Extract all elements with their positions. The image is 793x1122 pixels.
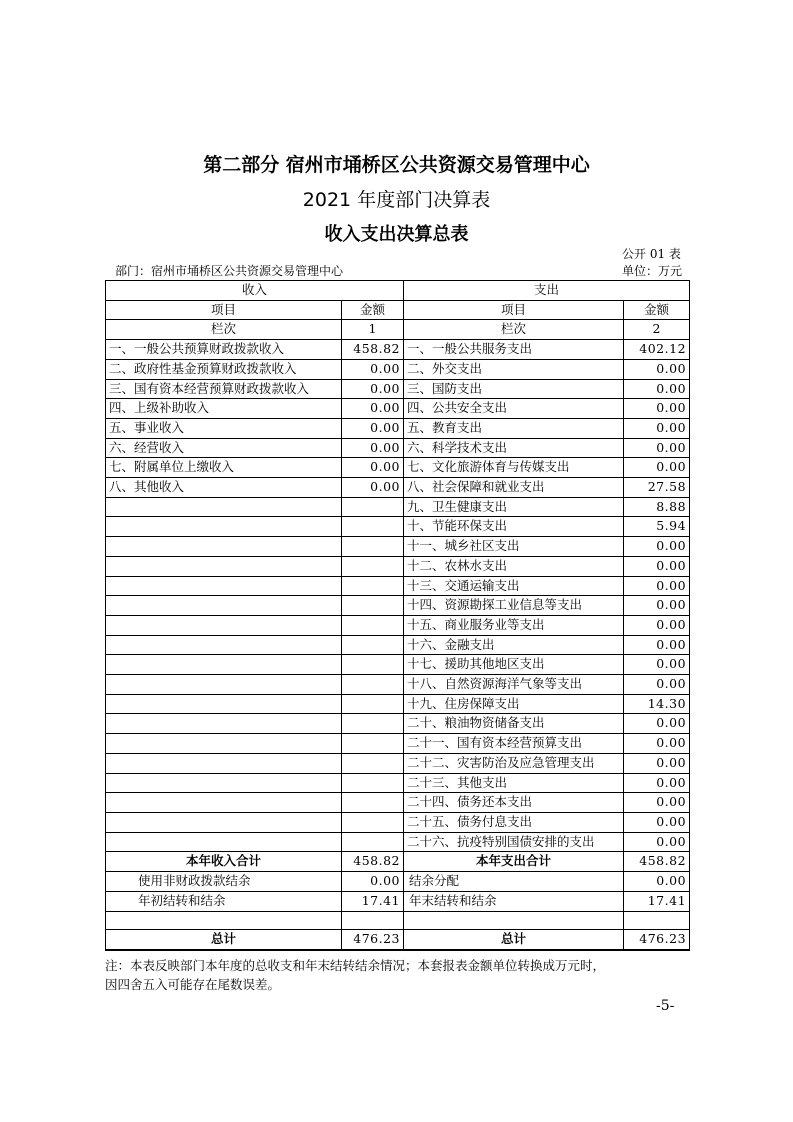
expense-amount: 0.00 [624,675,690,695]
expense-amount: 0.00 [624,793,690,813]
column-index-1: 1 [342,320,404,340]
empty-cell [404,911,624,930]
expense-amount: 0.00 [624,596,690,616]
table-title: 收入支出决算总表 [324,224,469,245]
income-item [106,675,342,695]
income-amount [342,714,404,734]
income-amount: 0.00 [342,399,404,419]
income-item [106,832,342,852]
expense-amount: 0.00 [624,359,690,379]
income-item [106,517,342,537]
footnote [105,956,695,994]
expense-header: 支出 [404,281,690,301]
expense-item: 二十一、国有资本经营预算支出 [404,734,624,754]
income-item [106,497,342,517]
table-row [106,458,690,478]
footnote-line: 因四舍五入可能存在尾数误差。 [105,977,281,992]
expense-item: 十四、资源勘探工业信息等支出 [404,596,624,616]
income-amount: 0.00 [342,379,404,399]
income-item: 年初结转和结余 [106,891,342,911]
table-row [106,832,690,852]
income-header: 收入 [106,281,404,301]
expense-item: 十、节能环保支出 [404,517,624,537]
subtotal-row [106,852,690,872]
income-item [106,615,342,635]
table-row [106,478,690,498]
income-item: 使用非财政拨款结余 [106,872,342,892]
income-amount [342,734,404,754]
income-item [106,694,342,714]
page-number: -5- [656,998,675,1014]
table-row [106,773,690,793]
expense-item: 三、国防支出 [404,379,624,399]
expense-item: 十三、交通运输支出 [404,576,624,596]
income-item [106,773,342,793]
income-item [106,596,342,616]
expense-item: 结余分配 [404,872,624,892]
expense-item: 六、科学技术支出 [404,438,624,458]
income-expense-table [105,280,690,951]
expense-item: 二、外交支出 [404,359,624,379]
expense-item: 年末结转和结余 [404,891,624,911]
income-amount-header: 金额 [342,300,404,320]
table-row [106,399,690,419]
expense-amount: 0.00 [624,537,690,557]
expense-item: 二十二、灾害防治及应急管理支出 [404,753,624,773]
income-amount [342,655,404,675]
table-row [106,675,690,695]
expense-amount: 0.00 [624,399,690,419]
table-row [106,793,690,813]
income-amount: 0.00 [342,359,404,379]
income-amount [342,517,404,537]
expense-amount: 0.00 [624,714,690,734]
income-amount: 17.41 [342,891,404,911]
expense-amount: 8.88 [624,497,690,517]
table-row [106,596,690,616]
expense-item: 四、公共安全支出 [404,399,624,419]
department-label: 部门：宿州市埇桥区公共资源交易管理中心 [115,264,344,278]
income-item: 五、事业收入 [106,418,342,438]
expense-amount: 0.00 [624,773,690,793]
expense-amount: 0.00 [624,418,690,438]
expense-amount: 0.00 [624,556,690,576]
table-row [106,714,690,734]
expense-amount: 476.23 [624,930,690,950]
income-amount [342,537,404,557]
income-amount: 458.82 [342,340,404,360]
expense-amount-header: 金额 [624,300,690,320]
income-item [106,635,342,655]
income-amount [342,615,404,635]
expense-item: 十九、住房保障支出 [404,694,624,714]
expense-amount: 0.00 [624,753,690,773]
income-amount [342,793,404,813]
expense-amount: 0.00 [624,576,690,596]
expense-item: 二十五、债务付息支出 [404,812,624,832]
form-number: 公开 01 表 [622,247,681,261]
income-amount [342,596,404,616]
expense-item: 二十、粮油物资储备支出 [404,714,624,734]
expense-item: 二十四、债务还本支出 [404,793,624,813]
expense-item: 七、文化旅游体育与传媒支出 [404,458,624,478]
income-item [106,655,342,675]
income-item: 本年收入合计 [106,852,342,872]
income-item: 二、政府性基金预算财政拨款收入 [106,359,342,379]
table-row [106,359,690,379]
income-amount [342,694,404,714]
section-header-row [106,281,690,301]
table-row [106,812,690,832]
table-row [106,556,690,576]
income-amount [342,556,404,576]
income-item [106,753,342,773]
expense-amount: 402.12 [624,340,690,360]
column-index-label: 栏次 [404,320,624,340]
income-item: 三、国有资本经营预算财政拨款收入 [106,379,342,399]
expense-item: 十八、自然资源海洋气象等支出 [404,675,624,695]
expense-amount: 0.00 [624,734,690,754]
expense-amount: 0.00 [624,635,690,655]
income-amount: 0.00 [342,478,404,498]
expense-item-header: 项目 [404,300,624,320]
expense-amount: 0.00 [624,438,690,458]
income-amount [342,576,404,596]
table-row [106,438,690,458]
table-row [106,694,690,714]
income-amount [342,812,404,832]
unit-label: 单位：万元 [622,264,683,278]
table-row [106,734,690,754]
expense-item: 八、社会保障和就业支出 [404,478,624,498]
table-row [106,537,690,557]
expense-amount: 0.00 [624,379,690,399]
expense-amount: 0.00 [624,812,690,832]
expense-item: 总计 [404,930,624,950]
expense-amount: 0.00 [624,655,690,675]
expense-amount: 17.41 [624,891,690,911]
expense-item: 十二、农林水支出 [404,556,624,576]
table-row [106,911,690,930]
income-amount: 0.00 [342,872,404,892]
expense-item: 九、卫生健康支出 [404,497,624,517]
column-header-row [106,300,690,320]
table-row [106,615,690,635]
table-row [106,517,690,537]
expense-item: 二十六、抗疫特别国债安排的支出 [404,832,624,852]
income-item: 总计 [106,930,342,950]
expense-amount: 0.00 [624,458,690,478]
expense-amount: 27.58 [624,478,690,498]
empty-cell [342,911,404,930]
expense-amount: 5.94 [624,517,690,537]
income-item: 六、经营收入 [106,438,342,458]
column-index-2: 2 [624,320,690,340]
income-item: 一、一般公共预算财政拨款收入 [106,340,342,360]
expense-amount: 14.30 [624,694,690,714]
table-row [106,340,690,360]
balance-row [106,872,690,892]
income-item [106,556,342,576]
income-amount [342,635,404,655]
expense-amount: 0.00 [624,615,690,635]
income-item [106,537,342,557]
income-item [106,576,342,596]
income-item: 八、其他收入 [106,478,342,498]
table-row [106,576,690,596]
table-row [106,753,690,773]
income-amount [342,753,404,773]
table-row [106,379,690,399]
income-item [106,734,342,754]
income-item: 四、上级补助收入 [106,399,342,419]
expense-amount: 0.00 [624,832,690,852]
table-row [106,655,690,675]
income-amount: 0.00 [342,418,404,438]
income-item: 七、附属单位上缴收入 [106,458,342,478]
expense-item: 五、教育支出 [404,418,624,438]
income-amount [342,675,404,695]
empty-cell [624,911,690,930]
expense-item: 十一、城乡社区支出 [404,537,624,557]
expense-item: 二十三、其他支出 [404,773,624,793]
income-amount [342,773,404,793]
income-item [106,812,342,832]
document-title: 第二部分 宿州市埇桥区公共资源交易管理中心 [203,154,590,176]
expense-item: 十六、金融支出 [404,635,624,655]
table-row [106,635,690,655]
income-amount: 458.82 [342,852,404,872]
total-row [106,930,690,950]
expense-item: 本年支出合计 [404,852,624,872]
column-index-label: 栏次 [106,320,342,340]
income-amount: 0.00 [342,438,404,458]
table-row [106,418,690,438]
expense-item: 十七、援助其他地区支出 [404,655,624,675]
income-amount: 0.00 [342,458,404,478]
footnote-line: 注：本表反映部门本年度的总收支和年末结转结余情况；本套报表金额单位转换成万元时， [105,958,606,973]
expense-amount: 0.00 [624,872,690,892]
income-item [106,793,342,813]
empty-cell [106,911,342,930]
income-amount: 476.23 [342,930,404,950]
income-amount [342,497,404,517]
expense-amount: 458.82 [624,852,690,872]
income-item-header: 项目 [106,300,342,320]
income-amount [342,832,404,852]
column-index-row [106,320,690,340]
income-item [106,714,342,734]
expense-item: 一、一般公共服务支出 [404,340,624,360]
table-row [106,497,690,517]
expense-item: 十五、商业服务业等支出 [404,615,624,635]
balance-row [106,891,690,911]
document-year-title: 2021 年度部门决算表 [302,189,491,211]
